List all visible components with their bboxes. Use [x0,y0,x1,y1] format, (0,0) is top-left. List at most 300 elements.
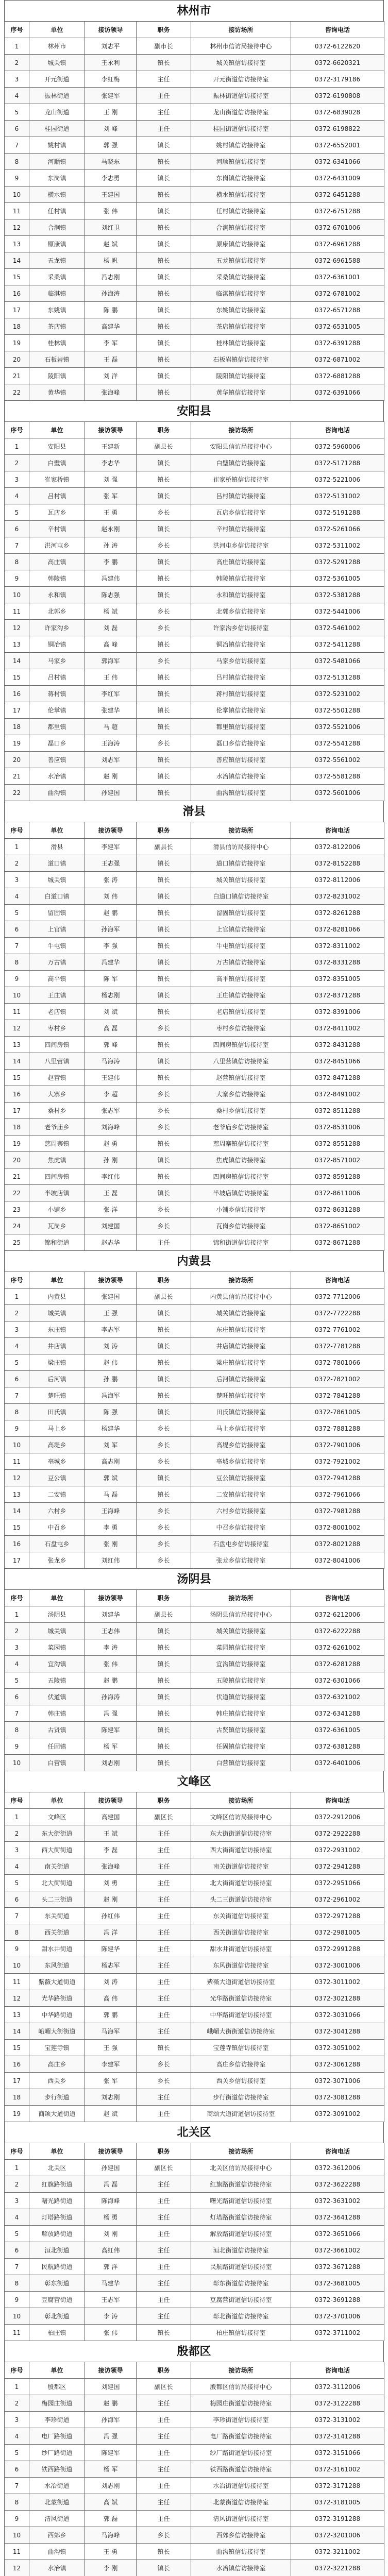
col-unit: 梁庄镇 [29,1354,85,1371]
table-row [5,1218,384,1234]
col-leader: 冯 强 [85,2428,137,2445]
col-phone: 0372-3191288 [291,2511,384,2527]
col-phone: 0372-3051002 [291,2040,384,2056]
col-phone: 0372-7881288 [291,1420,384,1437]
col-leader: 陈 军 [85,971,137,987]
col-phone: 0372-5221006 [291,471,384,488]
col-venue: 牛屯镇信访接待室 [191,938,291,954]
col-venue: 东岗镇信访接待室 [191,170,291,187]
col-index: 3 [5,1321,29,1338]
col-leader: 郭 斌 [85,1470,137,1486]
col-unit: 老店镇 [29,1004,85,1020]
col-venue: 五龙镇信访接待室 [191,252,291,269]
col-index: 5 [5,905,29,921]
section-title: 林州市 [4,0,384,21]
col-position: 副县长 [137,1606,191,1623]
col-unit: 铁西路街道 [29,2461,85,2478]
col-venue: 北郭乡信访接待室 [191,603,291,620]
col-phone: 0372-5441006 [291,603,384,620]
col-phone: 0372-8351005 [291,971,384,987]
col-venue: 井店镇信访接待室 [191,1338,291,1354]
col-leader: 高建国 [85,1809,137,1825]
col-phone: 0372-3651066 [291,2226,384,2242]
col-unit: 小铺乡 [29,1201,85,1218]
col-venue: 北大街街道信访接待室 [191,1875,291,1891]
col-position: 主任 [137,1825,191,1842]
col-index: 3 [5,1639,29,1656]
col-unit: 林州市 [29,38,85,55]
col-phone: 0372-3691288 [291,2292,384,2308]
col-index: 10 [5,187,29,203]
col-position: 镇长 [137,488,191,504]
col-leader: 李 勇 [85,1519,137,1536]
col-unit: 任村镇 [29,203,85,219]
header-col-venue: 接访场所 [191,2143,291,2160]
col-venue: 灯塔路街道信访接待室 [191,2209,291,2226]
col-position: 乡长 [137,1218,191,1234]
col-venue: 永和镇信访接待室 [191,587,291,603]
col-unit: 桂园街道 [29,121,85,137]
col-unit: 横水镇 [29,187,85,203]
table-row [5,2023,384,2040]
col-venue: 汤阴县信访局接待中心 [191,1606,291,1623]
col-index: 12 [5,620,29,636]
col-index: 10 [5,2527,29,2544]
header-col-venue: 接访场所 [191,2362,291,2379]
col-venue: 高堤乡信访接待室 [191,1437,291,1453]
table-row [5,368,384,384]
col-unit: 红旗路街道 [29,2176,85,2193]
col-phone: 0372-7801066 [291,1354,384,1371]
col-index: 14 [5,1503,29,1519]
col-unit: 万古镇 [29,954,85,971]
col-leader: 陈 强 [85,1404,137,1420]
col-unit: 高平镇 [29,971,85,987]
table-row [5,1990,384,2007]
table-row [5,2428,384,2445]
header-col-leader: 接访领导 [85,1590,137,1606]
col-index: 7 [5,137,29,154]
col-venue: 东姚镇信访接待室 [191,302,291,318]
col-position: 主任 [137,2275,191,2292]
col-leader: 赵 勇 [85,1136,137,1152]
table-row [5,785,384,801]
col-venue: 老爷庙乡信访接待室 [191,1119,291,1136]
col-unit: 西关乡 [29,2073,85,2089]
col-leader: 张志军 [85,1103,137,1119]
table-row [5,938,384,954]
col-index: 2 [5,455,29,471]
col-index: 19 [5,2106,29,2122]
col-venue: 瓦店乡信访接待室 [191,504,291,521]
col-leader: 冯 磊 [85,2176,137,2193]
col-leader: 李志军 [85,1321,137,1338]
col-phone: 0372-6198822 [291,121,384,137]
col-position: 主任 [137,2445,191,2461]
col-leader: 张 伟 [85,203,137,219]
col-phone: 0372-6620321 [291,55,384,71]
col-position: 镇长 [137,1354,191,1371]
table-row [5,318,384,335]
col-position: 主任 [137,2478,191,2494]
col-index: 6 [5,1891,29,1908]
col-leader: 王建伟 [85,1070,137,1086]
reception-table [4,21,384,401]
col-index: 8 [5,2275,29,2292]
table-row [5,55,384,71]
col-phone: 0372-2941288 [291,1858,384,1875]
col-leader: 王 强 [85,2040,137,2056]
col-position: 主任 [137,1924,191,1941]
table-row [5,1103,384,1119]
col-leader: 张 军 [85,488,137,504]
table-row [5,921,384,938]
col-unit: 合涧镇 [29,219,85,236]
col-index: 5 [5,1672,29,1689]
table-row [5,2412,384,2428]
col-position: 镇长 [137,752,191,768]
table-row [5,905,384,921]
header-col-position: 职务 [137,1792,191,1809]
table-row [5,1119,384,1136]
table-row [5,2445,384,2461]
col-phone: 0372-8041006 [291,1552,384,1569]
table-row [5,1924,384,1941]
col-phone: 0372-6751288 [291,203,384,219]
col-phone: 0372-6122620 [291,38,384,55]
col-phone: 0372-8021288 [291,1536,384,1552]
col-leader: 高 斌 [85,2494,137,2511]
col-unit: 汤阴县 [29,1606,85,1623]
col-unit: 姚村镇 [29,137,85,154]
col-phone: 0372-5960006 [291,438,384,455]
table-row [5,1037,384,1053]
section-title: 文峰区 [4,1771,384,1792]
col-leader: 孙 刚 [85,1152,137,1168]
col-leader: 高 伟 [85,1990,137,2007]
header-col-position: 职务 [137,822,191,839]
col-unit: 高庄镇 [29,554,85,570]
col-position: 镇长 [137,587,191,603]
col-leader: 张 军 [85,2073,137,2089]
col-phone: 0372-7941288 [291,1470,384,1486]
col-unit: 桑村乡 [29,1103,85,1119]
col-unit: 吕村镇 [29,488,85,504]
reception-table [4,2362,384,2576]
col-venue: 红旗路街道信访接待室 [191,2176,291,2193]
col-leader: 马海涛 [85,1053,137,1070]
col-unit: 滑县 [29,839,85,855]
col-phone: 0372-6871002 [291,351,384,368]
col-phone: 0372-8331288 [291,954,384,971]
col-unit: 东姚镇 [29,302,85,318]
col-venue: 二安镇信访接待室 [191,1486,291,1503]
header-col-unit: 单位 [29,22,85,38]
col-phone: 0372-5261066 [291,521,384,537]
col-phone: 0372-5131002 [291,488,384,504]
col-phone: 0372-8112006 [291,872,384,888]
col-position: 乡长 [137,2056,191,2073]
col-leader: 李 涛 [85,1639,137,1656]
col-position: 镇长 [137,1705,191,1722]
col-position: 主任 [137,1858,191,1875]
col-unit: 紫薇大道街道 [29,1974,85,1990]
col-phone: 0372-8531006 [291,1119,384,1136]
col-unit: 东关街道 [29,1908,85,1924]
col-venue: 半坡店镇信访接待室 [191,1185,291,1201]
col-unit: 曲沟镇 [29,785,85,801]
col-venue: 李珍街道信访接待室 [191,2412,291,2428]
col-position: 镇长 [137,768,191,785]
col-index: 2 [5,2176,29,2193]
col-index: 15 [5,669,29,686]
col-leader: 李志华 [85,455,137,471]
col-unit: 灯塔路街道 [29,2209,85,2226]
col-leader: 王 伟 [85,669,137,686]
col-venue: 赵营镇信访接待室 [191,1070,291,1086]
table-row [5,537,384,554]
col-venue: 菜园镇信访接待室 [191,1639,291,1656]
col-unit: 善应镇 [29,752,85,768]
table-row [5,2395,384,2412]
table-row [5,1354,384,1371]
col-venue: 茶店镇信访接待室 [191,318,291,335]
col-venue: 东关街道信访接待室 [191,1908,291,1924]
col-index: 7 [5,2259,29,2275]
col-venue: 白道口镇信访接待室 [191,888,291,905]
col-unit: 河顺镇 [29,154,85,170]
table-header-row [5,1272,384,1289]
col-position: 镇长 [137,384,191,401]
col-phone: 0372-7821002 [291,1371,384,1387]
table-row [5,2560,384,2576]
header-col-unit: 单位 [29,2362,85,2379]
col-unit: 老爷庙乡 [29,1119,85,1136]
col-phone: 0372-6552001 [291,137,384,154]
col-leader: 杨 军 [85,2461,137,2478]
col-venue: 石盘屯乡信访接待室 [191,1536,291,1552]
col-leader: 李志勇 [85,170,137,187]
col-unit: 北大街街道 [29,1875,85,1891]
col-venue: 瓦岗乡信访接待室 [191,1218,291,1234]
col-position: 主任 [137,2226,191,2242]
table-row [5,38,384,55]
col-position: 乡长 [137,1552,191,1569]
col-venue: 陵阳镇信访接待室 [191,368,291,384]
col-index: 8 [5,2494,29,2511]
col-unit: 城关镇 [29,1623,85,1639]
col-phone: 0372-3612006 [291,2160,384,2176]
col-index: 20 [5,351,29,368]
col-venue: 蒋村镇信访接待室 [191,686,291,702]
header-col-index: 序号 [5,1272,29,1289]
col-phone: 0372-6961288 [291,236,384,252]
col-venue: 豆腐营街道信访接待室 [191,2292,291,2308]
col-leader: 刘 伟 [85,888,137,905]
col-index: 8 [5,954,29,971]
reception-table [4,1589,384,1771]
col-position: 乡长 [137,653,191,669]
col-leader: 杨 斌 [85,603,137,620]
table-row [5,2259,384,2275]
header-col-position: 职务 [137,22,191,38]
col-unit: 临淇镇 [29,285,85,302]
col-phone: 0372-3701006 [291,2308,384,2325]
col-unit: 赵营镇 [29,1070,85,1086]
col-leader: 刘 刚 [85,2226,137,2242]
col-index: 10 [5,1755,29,1771]
col-unit: 东大街街道 [29,1825,85,1842]
table-row [5,2308,384,2325]
col-phone: 0372-3711002 [291,2325,384,2341]
col-venue: 水冶镇信访接待室 [191,2560,291,2576]
col-phone: 0372-5481066 [291,653,384,669]
col-position: 主任 [137,1957,191,1974]
col-leader: 赵志华 [85,1234,137,1251]
col-phone: 0372-5291288 [291,554,384,570]
col-index: 1 [5,2160,29,2176]
col-leader: 赵 伟 [85,1354,137,1371]
col-index: 2 [5,1305,29,1321]
col-index: 10 [5,587,29,603]
col-unit: 水冶街道 [29,2478,85,2494]
table-row [5,187,384,203]
col-unit: 辛村镇 [29,521,85,537]
col-index: 9 [5,1941,29,1957]
col-phone: 0372-7981288 [291,1503,384,1519]
col-leader: 孙 涛 [85,537,137,554]
col-index: 6 [5,1371,29,1387]
col-position: 镇长 [137,1470,191,1486]
table-row [5,1519,384,1536]
col-phone: 0372-2922288 [291,1825,384,1842]
col-position: 镇长 [137,921,191,938]
col-position: 镇长 [137,455,191,471]
col-leader: 刘 斌 [85,1004,137,1020]
col-unit: 蒋村镇 [29,686,85,702]
col-unit: 都里镇 [29,719,85,735]
col-venue: 步行街道信访接待室 [191,2089,291,2106]
col-venue: 安阳县信访局接待中心 [191,438,291,455]
col-leader: 杨志军 [85,1957,137,1974]
header-col-index: 序号 [5,422,29,438]
col-unit: 水冶镇 [29,2560,85,2576]
col-venue: 许家沟乡信访接待室 [191,620,291,636]
col-leader: 陈建军 [85,1722,137,1738]
col-phone: 0372-2981005 [291,1924,384,1941]
col-phone: 0372-6341066 [291,154,384,170]
col-leader: 高志刚 [85,1453,137,1470]
col-unit: 解放路街道 [29,2226,85,2242]
header-col-unit: 单位 [29,1590,85,1606]
col-phone: 0372-6361005 [291,1722,384,1738]
reception-table [4,1272,384,1569]
col-unit: 振林街道 [29,88,85,104]
col-phone: 0372-2961002 [291,1891,384,1908]
col-position: 镇长 [137,285,191,302]
col-unit: 桂林镇 [29,335,85,351]
col-venue: 都里镇信访接待室 [191,719,291,735]
col-venue: 马上乡信访接待室 [191,1420,291,1437]
col-venue: 洪河屯乡信访接待室 [191,537,291,554]
table-row [5,888,384,905]
col-unit: 甜水井街道 [29,1941,85,1957]
col-index: 3 [5,471,29,488]
table-row [5,1338,384,1354]
col-leader: 刘志刚 [85,1755,137,1771]
table-row [5,2209,384,2226]
col-venue: 老店镇信访接待室 [191,1004,291,1020]
table-row [5,2073,384,2089]
col-phone: 0372-8231002 [291,888,384,905]
col-leader: 刘 洋 [85,368,137,384]
col-index: 2 [5,55,29,71]
col-position: 镇长 [137,554,191,570]
col-index: 2 [5,1623,29,1639]
col-phone: 0372-3221288 [291,2560,384,2576]
col-position: 主任 [137,2242,191,2259]
col-phone: 0372-3001006 [291,1957,384,1974]
col-index: 24 [5,1218,29,1234]
header-col-unit: 单位 [29,1792,85,1809]
col-leader: 马 超 [85,719,137,735]
col-leader: 王 斌 [85,1825,137,1842]
col-venue: 西关街道信访接待室 [191,1924,291,1941]
col-unit: 五陵镇 [29,1672,85,1689]
col-venue: 伏道镇信访接待室 [191,1689,291,1705]
col-index: 20 [5,752,29,768]
col-position: 副区长 [137,1809,191,1825]
reception-table [4,822,384,1251]
col-unit: 道口镇 [29,855,85,872]
table-row [5,839,384,855]
col-index: 4 [5,2209,29,2226]
table-row [5,88,384,104]
col-leader: 郭 磊 [85,2511,137,2527]
table-row [5,269,384,285]
table-row [5,686,384,702]
col-venue: 万古镇信访接待室 [191,954,291,971]
col-index: 11 [5,1453,29,1470]
col-phone: 0372-8471288 [291,1070,384,1086]
col-phone: 0372-6781002 [291,285,384,302]
col-position: 主任 [137,2308,191,2325]
table-header-row [5,1590,384,1606]
col-unit: 二安镇 [29,1486,85,1503]
col-index: 25 [5,1234,29,1251]
col-leader: 王建新 [85,438,137,455]
col-position: 主任 [137,104,191,121]
col-venue: 辛村镇信访接待室 [191,521,291,537]
col-unit: 豆腐营街道 [29,2292,85,2308]
col-index: 18 [5,1119,29,1136]
col-index: 14 [5,2023,29,2040]
col-venue: 东风街道信访接待室 [191,1957,291,1974]
col-unit: 柏庄镇 [29,2325,85,2341]
col-unit: 西大街街道 [29,1842,85,1858]
table-row [5,1639,384,1656]
col-position: 镇长 [137,1404,191,1420]
col-leader: 孙海军 [85,921,137,938]
col-venue: 西郊乡信访接待室 [191,2527,291,2544]
col-phone: 0372-5601006 [291,785,384,801]
col-position: 镇长 [137,938,191,954]
col-leader: 赵 鹏 [85,905,137,921]
col-position: 镇长 [137,872,191,888]
col-venue: 横水镇信访接待室 [191,187,291,203]
col-leader: 张 刚 [85,1536,137,1552]
col-leader: 孙海涛 [85,1689,137,1705]
